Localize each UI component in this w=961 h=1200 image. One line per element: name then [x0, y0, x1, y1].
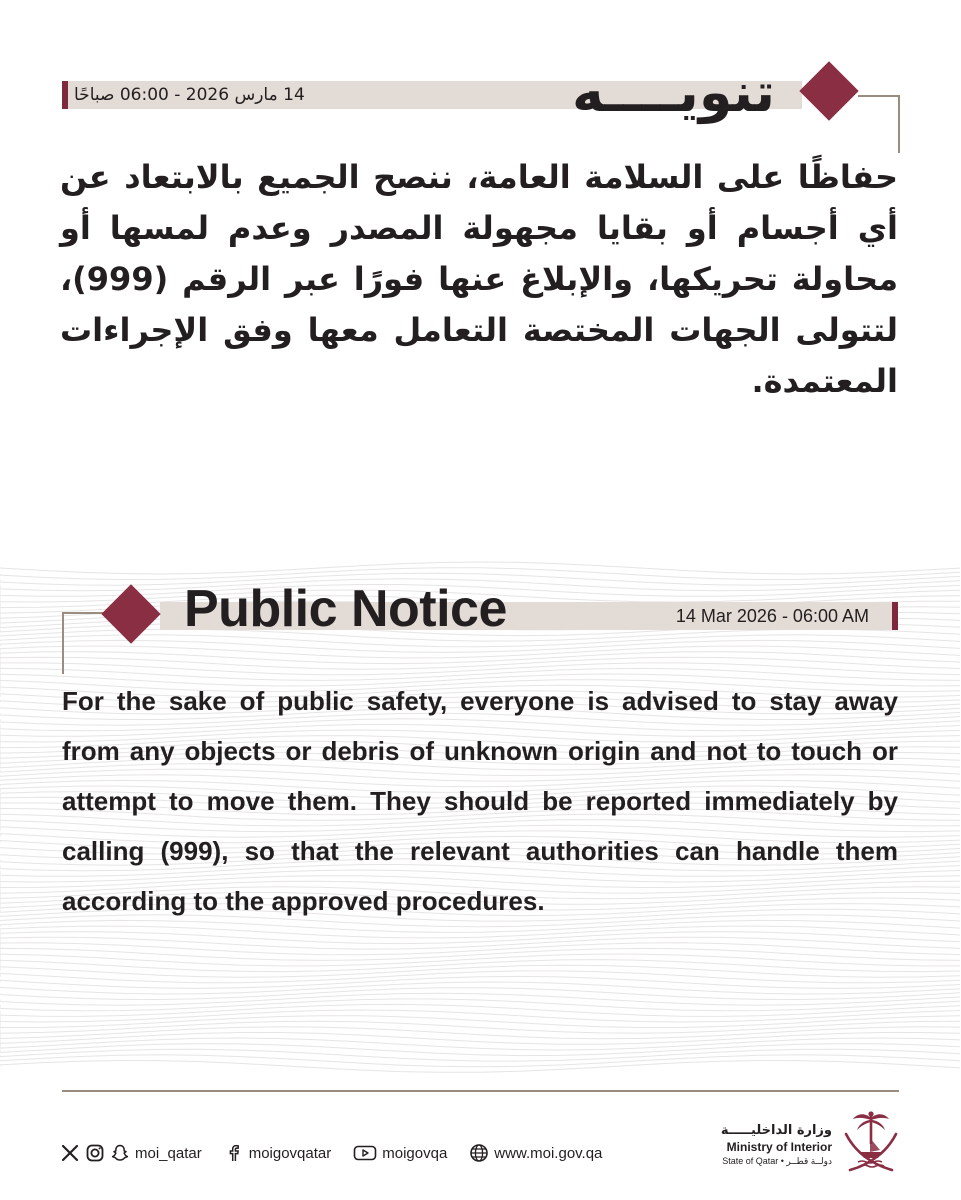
wave-line — [0, 663, 960, 675]
wave-line — [0, 937, 960, 949]
arabic-bracket-line — [858, 95, 900, 97]
wave-line — [0, 960, 960, 972]
footer-divider — [62, 1090, 899, 1092]
english-band-accent — [892, 602, 898, 630]
social-group-moi-qatar[interactable] — [60, 1143, 202, 1163]
wave-line — [0, 971, 960, 983]
social-handle-youtube[interactable]: moigovqa — [382, 1144, 448, 1162]
wave-line — [0, 982, 960, 994]
english-date: 14 Mar 2026 - 06:00 AM — [675, 606, 869, 626]
wave-line — [0, 976, 960, 988]
state-of-qatar-label: State of Qatar • دولــة قطــر — [722, 1156, 832, 1166]
wave-line — [0, 646, 960, 658]
youtube-icon[interactable] — [353, 1143, 377, 1163]
wave-line — [0, 1038, 960, 1050]
wave-line — [0, 1049, 960, 1061]
wave-line — [0, 926, 960, 938]
wave-line — [0, 657, 960, 669]
wave-line — [0, 948, 960, 960]
arabic-date: 14 مارس 2026 - 06:00 صباحًا — [74, 85, 305, 105]
wave-line — [0, 965, 960, 977]
wave-line — [0, 954, 960, 966]
wave-line — [0, 1055, 960, 1067]
wave-line — [0, 1061, 960, 1073]
x-icon[interactable] — [60, 1143, 80, 1163]
wave-line — [0, 1044, 960, 1056]
english-diamond-ornament — [101, 584, 160, 643]
wave-line — [0, 993, 960, 1005]
globe-icon[interactable] — [469, 1143, 489, 1163]
wave-line — [0, 1027, 960, 1039]
wave-line — [0, 1004, 960, 1016]
social-handle-moi-qatar[interactable]: moi_qatar — [135, 1144, 202, 1162]
wave-line — [0, 932, 960, 944]
english-title: Public Notice — [184, 580, 507, 638]
ministry-name-english: Ministry of Interior — [726, 1140, 832, 1154]
arabic-title: تنويــــه — [571, 61, 775, 124]
wave-line — [0, 562, 960, 574]
instagram-icon[interactable] — [85, 1143, 105, 1163]
snapchat-icon[interactable] — [110, 1143, 130, 1163]
wave-line — [0, 999, 960, 1011]
social-group-youtube[interactable] — [353, 1143, 447, 1163]
wave-line — [0, 652, 960, 664]
ministry-name-arabic: وزارة الداخليـــــة — [720, 1123, 832, 1138]
wave-line — [0, 988, 960, 1000]
arabic-notice-body: حفاظًا على السلامة العامة، ننصح الجميع بالابتعاد عن أي أجسام أو بقايا مجهولة المصدر وعدم لمسها أو محاولة تحريكها، والإبلاغ عنها فورًا عبر الرقم (999)، لتتولى الجهات المختصة التعامل معها وفق الإجراءات المعتمدة. — [60, 158, 898, 400]
arabic-band-accent — [62, 81, 68, 109]
wave-line — [0, 1010, 960, 1022]
wave-line — [0, 1021, 960, 1033]
arabic-bracket-line-vertical — [898, 95, 900, 153]
website-link[interactable]: www.moi.gov.qa — [494, 1144, 603, 1162]
facebook-icon[interactable] — [224, 1143, 244, 1163]
english-bracket-line-vertical — [62, 612, 64, 674]
qatar-emblem-icon — [840, 1108, 902, 1178]
english-notice-body: For the sake of public safety, everyone is advised to stay away from any objects or debris of unknown origin and not to touch or attempt to move them. They should be reported immediately by calling (999), so that the relevant authorities can handle them according to the approved procedures. — [62, 686, 898, 916]
wave-line — [0, 943, 960, 955]
social-links — [60, 1138, 624, 1168]
social-handle-facebook[interactable]: moigovqatar — [248, 1144, 332, 1162]
ministry-wordmark — [720, 1122, 832, 1168]
social-group-facebook[interactable] — [224, 1143, 332, 1163]
wave-line — [0, 1033, 960, 1045]
social-group-website[interactable] — [469, 1143, 602, 1163]
arabic-diamond-ornament — [799, 61, 858, 120]
wave-line — [0, 1016, 960, 1028]
